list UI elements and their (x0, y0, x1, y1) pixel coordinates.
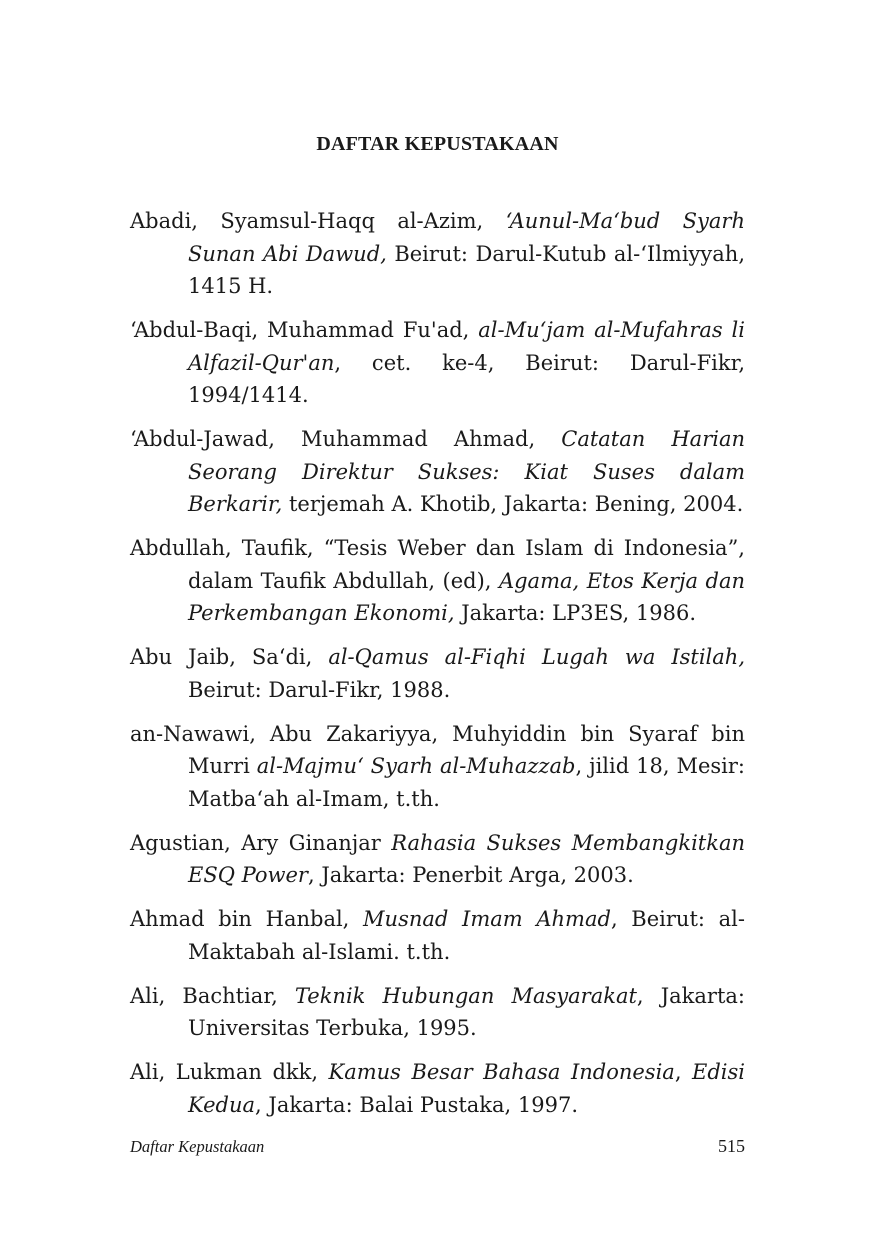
bib-entry (130, 1056, 745, 1121)
bib-author: Abadi, Syamsul-Haqq al-Azim, (130, 209, 506, 233)
bib-work-title: Musnad Imam Ahmad (363, 907, 611, 931)
bib-author: Ali, Bachtiar, (130, 983, 295, 1008)
bib-work-title: Rahasia Sukses Membangkitkan ESQ Power (188, 830, 746, 887)
bib-work-title: Kamus Besar Bahasa Indonesia (328, 1060, 675, 1084)
bib-work-title: Catatan Harian Seorang Direktur Sukses: Kiat Suses dalam Berkarir, (188, 427, 745, 516)
bib-publication: , Jakarta: Universitas Terbuka, 1995. (188, 983, 745, 1040)
bib-work-title: al-Majmu‘ Syarh al-Muhazzab (256, 754, 576, 778)
bib-entry (130, 423, 745, 521)
bib-entry (130, 205, 745, 303)
bib-work-title: ‘Aunul-Ma‘bud Syarh Sunan Abi Dawud, (188, 209, 745, 266)
bib-author: Abu Jaib, Sa‘di, (130, 645, 329, 669)
bib-author: Abdullah, Taufik, “Tesis Weber dan Islam di Indonesia”, dalam Taufik Abdullah, (ed), (130, 536, 745, 593)
bib-publication: , cet. ke-4, Beirut: Darul-Fikr, 1994/1414. (188, 350, 745, 407)
bib-author: ‘Abdul-Jawad, Muhammad Ahmad, (130, 427, 562, 451)
bib-entry (130, 827, 745, 892)
bib-publication: Beirut: Darul-Fikr, 1988. (188, 677, 451, 702)
bib-entry (130, 314, 745, 412)
bib-author: an-Nawawi, Abu Zakariyya, Muhyiddin bin Syaraf bin Murri (130, 721, 745, 778)
page-title: DAFTAR KEPUSTAKAAN (316, 133, 559, 155)
bib-publication: Jakarta: LP3ES, 1986. (454, 601, 697, 625)
bib-work-title: al-Qamus al-Fiqhi Lugah wa Istilah, (328, 645, 745, 669)
bib-work-title: Teknik Hubungan Masyarakat (294, 983, 637, 1008)
bibliography-list (130, 205, 745, 1133)
page-number: 515 (718, 1136, 745, 1156)
bib-author: Ahmad bin Hanbal, (130, 907, 364, 931)
bib-publication: , Beirut: al-Maktabah al-Islami. t.th. (188, 907, 745, 964)
bib-publication: , Jakarta: Balai Pustaka, 1997. (255, 1092, 579, 1117)
bib-author: Agustian, Ary Ginanjar (130, 830, 392, 855)
bib-publication: terjemah A. Khotib, Jakarta: Bening, 2004. (282, 492, 744, 516)
running-footer-section: Daftar Kepustakaan (130, 1137, 265, 1156)
bib-separator: , (674, 1060, 693, 1084)
bib-author: ‘Abdul-Baqi, Muhammad Fu'ad, (130, 318, 479, 342)
bib-author: Ali, Lukman dkk, (130, 1060, 329, 1084)
bib-entry (130, 903, 745, 968)
bib-publication: Beirut: Darul-Kutub al-‘Ilmiyyah, 1415 H. (188, 241, 745, 298)
bib-publication: , jilid 18, Mesir: Matba‘ah al-Imam, t.th. (188, 754, 745, 811)
bib-publication: , Jakarta: Penerbit Arga, 2003. (307, 863, 634, 887)
bib-edition: Edisi Kedua (188, 1060, 745, 1117)
bib-entry (130, 718, 745, 816)
bib-work-title: al-Mu‘jam al-Mufahras li Alfazil-Qur'an (188, 318, 745, 375)
bib-entry (130, 641, 745, 706)
bib-entry (130, 532, 745, 630)
bib-entry (130, 980, 745, 1045)
bib-work-title: Agama, Etos Kerja dan Perkembangan Ekonomi, (188, 568, 745, 625)
